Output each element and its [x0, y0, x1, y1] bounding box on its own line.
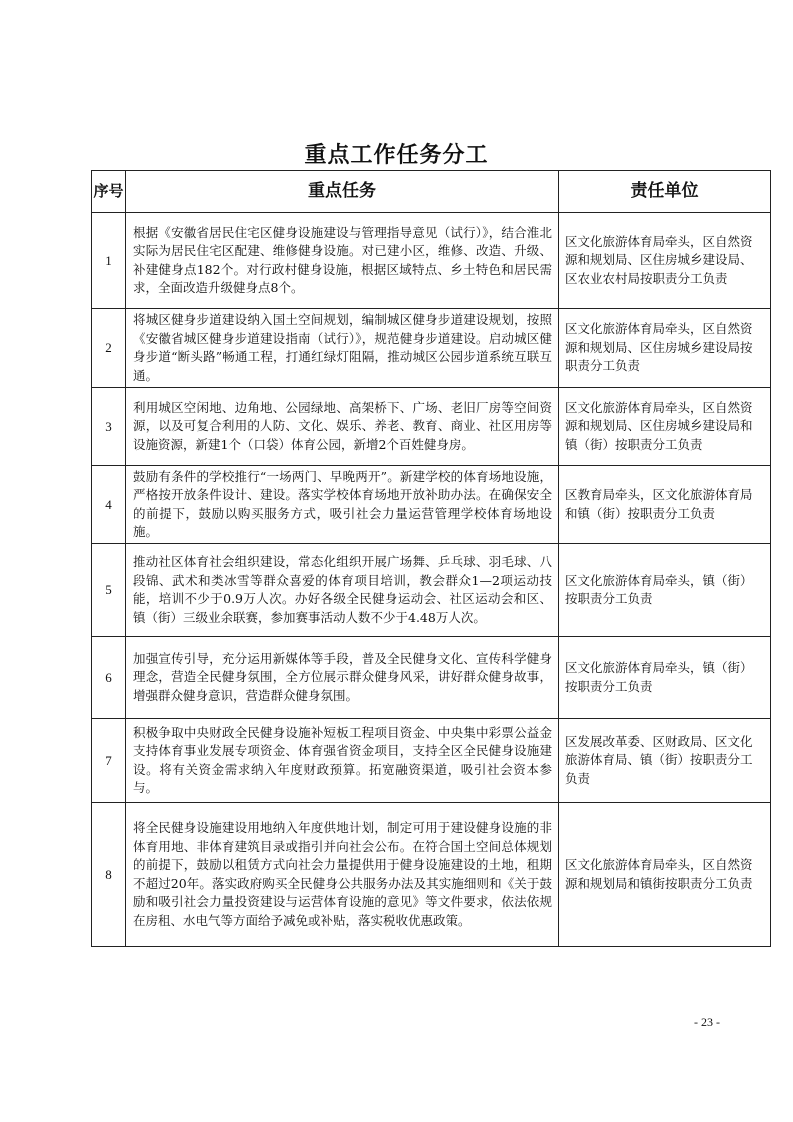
table-row	[92, 213, 771, 309]
row-unit: 区教育局牵头，区文化旅游体育局和镇（街）按职责分工负责	[559, 466, 771, 544]
row-num: 2	[92, 309, 126, 388]
row-num: 7	[92, 719, 126, 803]
header-num: 序号	[92, 171, 126, 213]
page-title: 重点工作任务分工	[304, 142, 489, 168]
row-unit: 区文化旅游体育局牵头，区自然资源和规划局、区住房城乡建设局、区农业农村局按职责分工负责	[559, 213, 771, 309]
row-task: 推动社区体育社会组织建设，常态化组织开展广场舞、乒乓球、羽毛球、八段锦、武术和类冰雪等群众喜爱的体育项目培训，教会群众1—2项运动技能，培训不少于0.9万人次。办好各级全民健身运动会、社区运动会和区、镇（街）三级业余联赛，参加赛事活动人数不少于4.48万人次。	[126, 544, 559, 637]
row-task: 加强宣传引导，充分运用新媒体等手段，普及全民健身文化、宣传科学健身理念，营造全民健身氛围，全方位展示群众健身风采，讲好群众健身故事，增强群众健身意识，营造群众健身氛围。	[126, 637, 559, 719]
row-task: 鼓励有条件的学校推行“一场两门、早晚两开”。新建学校的体育场地设施，严格按开放条件设计、建设。落实学校体育场地开放补助办法。在确保安全的前提下，鼓励以购买服务方式，吸引社会力量运营管理学校体育场地设施。	[126, 466, 559, 544]
page-number: - 23 -	[694, 1015, 720, 1029]
row-unit: 区文化旅游体育局牵头，镇（街）按职责分工负责	[559, 637, 771, 719]
row-unit: 区文化旅游体育局牵头，区自然资源和规划局、区住房城乡建设局按职责分工负责	[559, 309, 771, 388]
table-row	[92, 544, 771, 637]
row-num: 3	[92, 388, 126, 466]
row-task: 将全民健身设施建设用地纳入年度供地计划，制定可用于建设健身设施的非体育用地、非体育建筑目录或指引并向社会公布。在符合国土空间总体规划的前提下，鼓励以租赁方式向社会力量提供用于健身设施建设的土地，租期不超过20年。落实政府购买全民健身公共服务办法及其实施细则和《关于鼓励和吸引社会力量投资建设与运营体育设施的意见》等文件要求，依法依规在房租、水电气等方面给予减免或补贴，落实税收优惠政策。	[126, 803, 559, 947]
row-task: 根据《安徽省居民住宅区健身设施建设与管理指导意见（试行）》，结合淮北实际为居民住宅区配建、维修健身设施。对已建小区，维修、改造、升级、补建健身点182个。对行政村健身设施，根据区域特点、乡土特色和居民需求，全面改造升级健身点8个。	[126, 213, 559, 309]
row-unit: 区文化旅游体育局牵头，区自然资源和规划局、区住房城乡建设局和镇（街）按职责分工负责	[559, 388, 771, 466]
row-unit: 区发展改革委、区财政局、区文化旅游体育局、镇（街）按职责分工负责	[559, 719, 771, 803]
row-num: 6	[92, 637, 126, 719]
table-row	[92, 309, 771, 388]
row-task: 利用城区空闲地、边角地、公园绿地、高架桥下、广场、老旧厂房等空间资源，以及可复合利用的人防、文化、娱乐、养老、教育、商业、社区用房等设施资源，新建1个（口袋）体育公园，新增2个百姓健身房。	[126, 388, 559, 466]
row-num: 1	[92, 213, 126, 309]
row-num: 5	[92, 544, 126, 637]
table-row	[92, 637, 771, 719]
header-unit: 责任单位	[559, 171, 771, 213]
row-task: 积极争取中央财政全民健身设施补短板工程项目资金、中央集中彩票公益金支持体育事业发展专项资金、体育强省资金项目，支持全区全民健身设施建设。将有关资金需求纳入年度财政预算。拓宽融资渠道，吸引社会资本参与。	[126, 719, 559, 803]
task-table	[91, 170, 771, 947]
table-header-row	[92, 171, 771, 213]
table-row	[92, 719, 771, 803]
row-unit: 区文化旅游体育局牵头，镇（街）按职责分工负责	[559, 544, 771, 637]
row-task: 将城区健身步道建设纳入国土空间规划，编制城区健身步道建设规划，按照《安徽省城区健身步道建设指南（试行）》，规范健身步道建设。启动城区健身步道“断头路”畅通工程，打通红绿灯阻隔，推动城区公园步道系统互联互通。	[126, 309, 559, 388]
row-unit: 区文化旅游体育局牵头，区自然资源和规划局和镇街按职责分工负责	[559, 803, 771, 947]
row-num: 8	[92, 803, 126, 947]
table-row	[92, 466, 771, 544]
row-num: 4	[92, 466, 126, 544]
table-row	[92, 388, 771, 466]
header-task: 重点任务	[126, 171, 559, 213]
table-row	[92, 803, 771, 947]
